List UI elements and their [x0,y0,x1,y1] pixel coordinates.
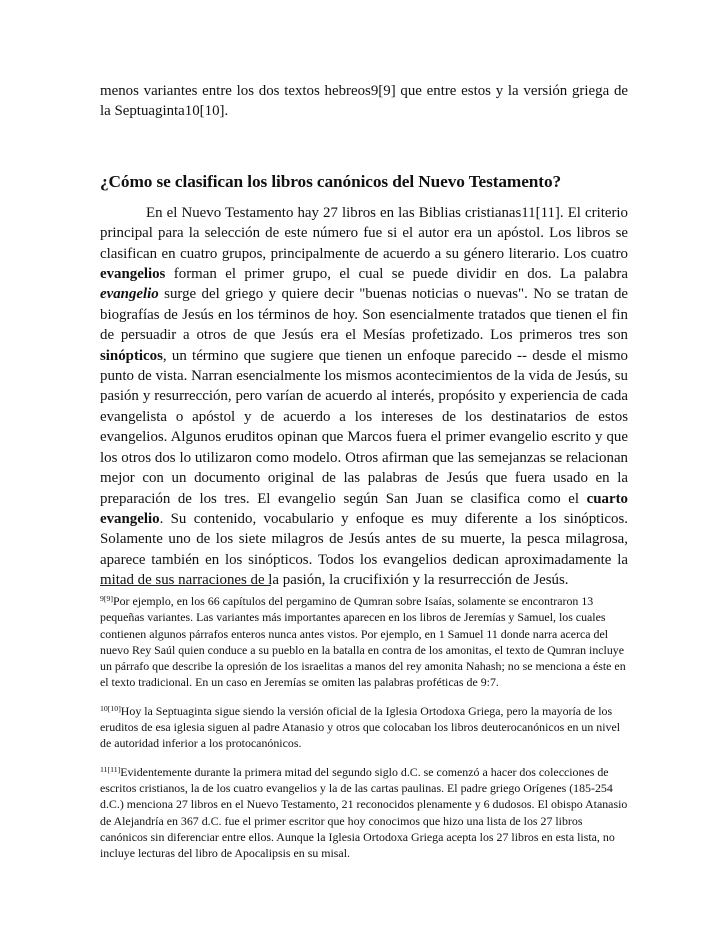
section-heading: ¿Cómo se clasifican los libros canónicos del Nuevo Testamento? [100,171,562,191]
document-body [100,81,628,591]
intro-paragraph: menos variantes entre los dos textos hebreos9[9] que entre estos y la versión griega de la Septuaginta10[10]. [100,83,628,120]
bold-term-cuarto-evangelio: cuarto evangelio [100,490,628,527]
paragraph-text: surge del griego y quiere decir "buenas noticias o nuevas". No se tratan de biografías de Jesús en los términos de hoy. Son esencialmente tratados que tienen el fin de persuadir a otros de que Jesús era el Mesías profetizado. Los primeros tres son [100,286,628,344]
paragraph-text: forman el primer grupo, el cual se puede dividir en dos. La palabra [165,266,628,283]
footnote-marker: 9[9] [100,594,113,603]
footnote-9 [100,593,628,691]
paragraph-text: , un término que sugiere que tienen un enfoque parecido -- desde el mismo punto de vista. Narran esencialmente los mismos acontecimientos de la vida de Jesús, su pasión y resurrección, pero varían de acuerdo al interés, propósito y experiencia de cada evangelista o apóstol y de acuerdo a los intereses de los destinatarios de estos evangelios. Algunos eruditos opinan que Marcos fuera el primer evangelio escrito y que los otros dos lo utilizaron como modelo. Otros afirman que las semejanzas se relacionan mejor con un documento original de las palabras de Jesús que fuera usado en la preparación de los tres. El evangelio según San Juan se clasifica como el [100,347,628,507]
footnote-text: Hoy la Septuaginta sigue siendo la versión oficial de la Iglesia Ortodoxa Griega, pero la mayoría de los eruditos de esa iglesia siguen al padre Atanasio y otros que colocaban los libros deuterocanónicos en un nivel de autoridad inferior a los protocanónicos. [100,703,621,751]
footnote-11 [100,764,628,862]
paragraph-text: . Su contenido, vocabulario y enfoque es muy diferente a los sinópticos. Solamente uno de los siete milagros de Jesús antes de su muerte, la pesca milagrosa, aparece también en los sinópticos. Todos los evangelios dedican aproximadamente la mitad de sus narraciones de la pasión, la crucifixión y la resurrección de Jesús. [100,510,628,589]
bold-italic-term-evangelio: evangelio [100,286,159,303]
footnote-text: Evidentemente durante la primera mitad del segundo siglo d.C. se comenzó a hacer dos colecciones de escritos cristianos, la de los cuatro evangelios y la de las cartas paulinas. El padre griego Orígenes (185-254 d.C.) menciona 27 libros en el Nuevo Testamento, 21 reconocidos plenamente y 6 dudosos. El obispo Atanasio de Alejandría en 367 d.C. fue el primer escritor que hoy conocimos que hizo una lista de los 27 libros canónicos sin diferenciar entre ellos. Aunque la Iglesia Ortodoxa Griega acepta los 27 libros en esta lista, no incluye lecturas del libro de Apocalipsis en su misal. [100,764,628,861]
bold-term-sinopticos: sinópticos [100,347,163,364]
paragraph-text: En el Nuevo Testamento hay 27 libros en las Biblias cristianas11[11]. El criterio principal para la selección de este número fue si el autor era un apóstol. Los libros se clasifican en cuatro grupos, principalmente de acuerdo a su género literario. Los cuatro [100,204,628,262]
footnotes [100,593,628,873]
main-paragraph [100,203,628,591]
bold-term-evangelios: evangelios [100,266,166,283]
footnote-marker: 11[11] [100,764,121,774]
footnote-text: Por ejemplo, en los 66 capítulos del pergamino de Qumran sobre Isaías, solamente se encontraron 13 pequeñas variantes. Las variantes más importantes aparecen en los libros de Jeremías y Samuel, los cuales contienen algunos párrafos enteros nunca antes vistos. Por ejemplo, en 1 Samuel 11 donde narra acerca del nuevo Rey Saúl quien conduce a su pueblo en la batalla en contra de los amonitas, el texto de Qumran incluye un párrafo que describe la opresión de los israelitas a manos del rey amonita Nahash; no se menciona a éste en el texto tradicional. En un caso en Jeremías se omiten las palabras proféticas de 9:7. [100,594,626,690]
footnote-marker: 10[10] [100,703,121,713]
footnote-separator [100,585,271,586]
footnote-10 [100,703,628,752]
